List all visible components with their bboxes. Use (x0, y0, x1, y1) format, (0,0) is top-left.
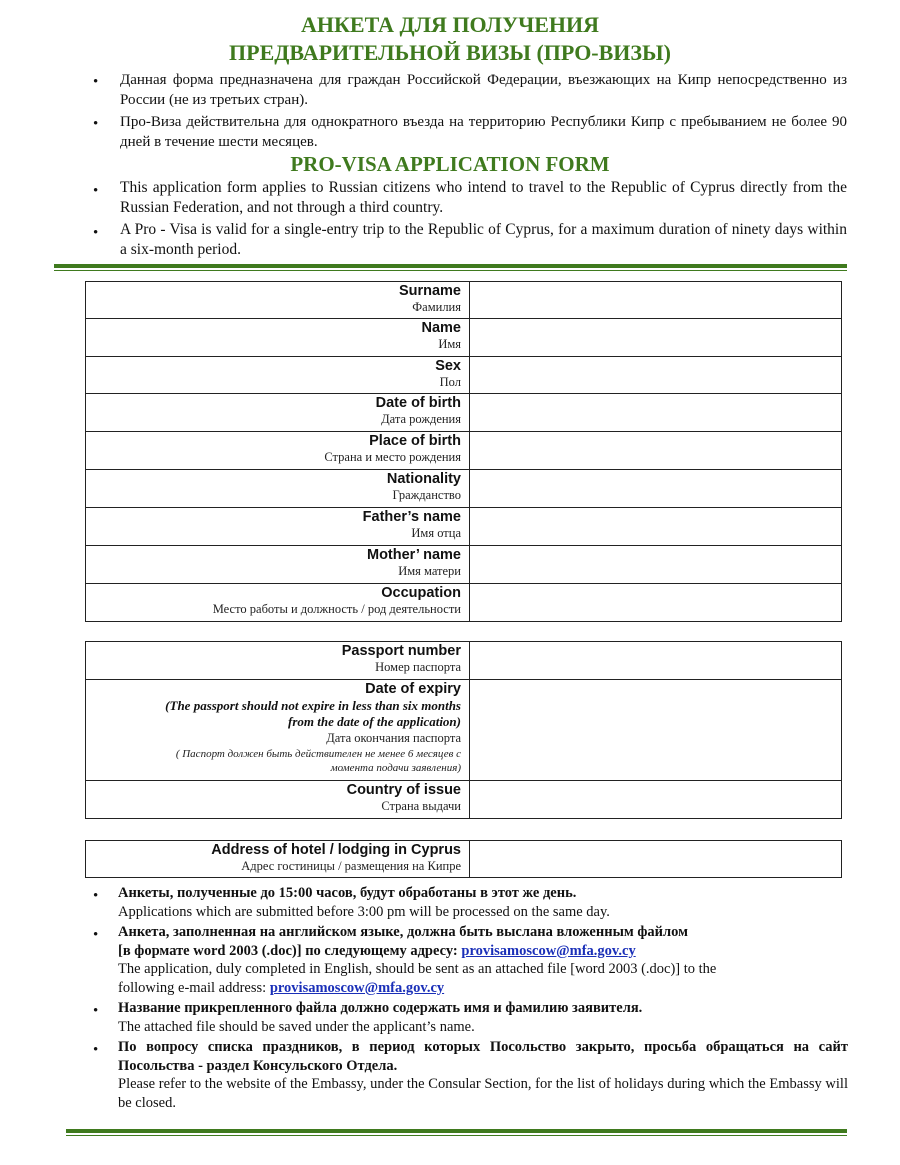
intro-en-1: This application form applies to Russian citizens who intend to travel to the Republic of Cyprus directly from the Russian Federation, and not through a third country. (120, 179, 847, 216)
mothers-name-label: Mother’ name Имя матери (86, 546, 470, 584)
intro-ru-1: Данная форма предназначена для граждан Российской Федерации, въезжающих на Кипр непосредственно из России (не из третьих стран). (120, 72, 847, 108)
surname-label: Surname Фамилия (86, 282, 470, 319)
row-surname (86, 282, 842, 319)
divider-top-thin (54, 270, 847, 271)
address-input[interactable] (470, 841, 842, 878)
date-of-expiry-label: Date of expiry (The passport should not expire in less than six months from the date of the application) Дата окончания паспорта ( Паспорт должен быть действителен не менее 6 месяцев с момента подачи заявления) (86, 680, 470, 781)
nationality-label: Nationality Гражданство (86, 470, 470, 508)
note-filename (118, 999, 848, 1036)
row-mothers-name (86, 546, 842, 584)
divider-bottom (66, 1129, 847, 1133)
note-submission-en-2: following e-mail address: (118, 979, 270, 996)
bullet: • (93, 1003, 99, 1019)
bullet: • (93, 888, 99, 904)
note-submission (118, 923, 848, 997)
date-of-expiry-input[interactable] (470, 680, 842, 781)
fathers-name-label: Father’s name Имя отца (86, 508, 470, 546)
note-filename-ru: Название прикрепленного файла должно содержать имя и фамилию заявителя. (118, 1000, 643, 1016)
row-address (86, 841, 842, 878)
row-sex (86, 357, 842, 394)
bullet: • (93, 74, 99, 90)
bullet: • (93, 927, 99, 943)
row-country-of-issue (86, 781, 842, 819)
note-processing-ru: Анкеты, полученные до 15:00 часов, будут обработаны в этот же день. (118, 885, 577, 901)
date-of-birth-input[interactable] (470, 394, 842, 432)
occupation-label: Occupation Место работы и должность / род деятельности (86, 584, 470, 622)
bullet: • (93, 1042, 99, 1058)
row-nationality (86, 470, 842, 508)
intro-en-2: A Pro - Visa is valid for a single-entry trip to the Republic of Cyprus, for a maximum duration of ninety days within a six-month period. (120, 221, 847, 258)
row-place-of-birth (86, 432, 842, 470)
country-of-issue-input[interactable] (470, 781, 842, 819)
row-fathers-name (86, 508, 842, 546)
name-label: Name Имя (86, 319, 470, 357)
note-holidays-ru: По вопросу списка праздников, в период которых Посольство закрыто, просьба обращаться на сайт Посольства - раздел Консульского Отдела. (118, 1039, 848, 1074)
bullet: • (93, 225, 99, 241)
passport-number-input[interactable] (470, 642, 842, 680)
nationality-input[interactable] (470, 470, 842, 508)
note-submission-ru-2: [в формате word 2003 (.doc)] по следующему адресу: (118, 942, 462, 959)
note-holidays (118, 1038, 848, 1112)
date-of-birth-label: Date of birth Дата рождения (86, 394, 470, 432)
note-submission-ru-1: Анкета, заполненная на английском языке, должна быть выслана вложенным файлом (118, 924, 689, 940)
country-of-issue-label: Country of issue Страна выдачи (86, 781, 470, 819)
passport-number-label: Passport number Номер паспорта (86, 642, 470, 680)
occupation-input[interactable] (470, 584, 842, 622)
title-ru-line1: АНКЕТА ДЛЯ ПОЛУЧЕНИЯ (300, 12, 600, 37)
note-processing-en: Applications which are submitted before 3:00 pm will be processed on the same day. (118, 903, 610, 920)
email-link-ru[interactable]: provisamoscow@mfa.gov.cy (461, 942, 636, 959)
passport-table (85, 641, 842, 819)
bullet: • (93, 183, 99, 199)
fathers-name-input[interactable] (470, 508, 842, 546)
divider-top (54, 264, 847, 268)
intro-ru-2: Про-Виза действительна для однократного въезда на территорию Республики Кипр с пребыванием не более 90 дней в течение шести месяцев. (120, 114, 847, 150)
row-date-of-expiry (86, 680, 842, 781)
note-filename-en: The attached file should be saved under the applicant’s name. (118, 1018, 475, 1035)
address-table (85, 840, 842, 878)
place-of-birth-input[interactable] (470, 432, 842, 470)
place-of-birth-label: Place of birth Страна и место рождения (86, 432, 470, 470)
email-link-en[interactable]: provisamoscow@mfa.gov.cy (269, 979, 445, 996)
row-name (86, 319, 842, 357)
mothers-name-input[interactable] (470, 546, 842, 584)
sex-label: Sex Пол (86, 357, 470, 394)
address-label: Address of hotel / lodging in Cyprus Адрес гостиницы / размещения на Кипре (86, 841, 470, 878)
surname-input[interactable] (470, 282, 842, 319)
title-en: PRO-VISA APPLICATION FORM (290, 152, 610, 176)
row-passport-number (86, 642, 842, 680)
title-ru-line2: ПРЕДВАРИТЕЛЬНОЙ ВИЗЫ (ПРО-ВИЗЫ) (229, 40, 671, 65)
note-holidays-en: Please refer to the website of the Embassy, under the Consular Section, for the list of holidays during which the Embassy will be closed. (118, 1076, 848, 1111)
note-processing (118, 884, 848, 921)
divider-bottom-thin (66, 1135, 847, 1136)
sex-input[interactable] (470, 357, 842, 394)
row-date-of-birth (86, 394, 842, 432)
personal-data-table (85, 281, 842, 622)
name-input[interactable] (470, 319, 842, 357)
note-submission-en-1: The application, duly completed in English, should be sent as an attached file [word 2003 (.doc)] to the (118, 961, 717, 977)
row-occupation (86, 584, 842, 622)
bullet: • (93, 116, 99, 132)
